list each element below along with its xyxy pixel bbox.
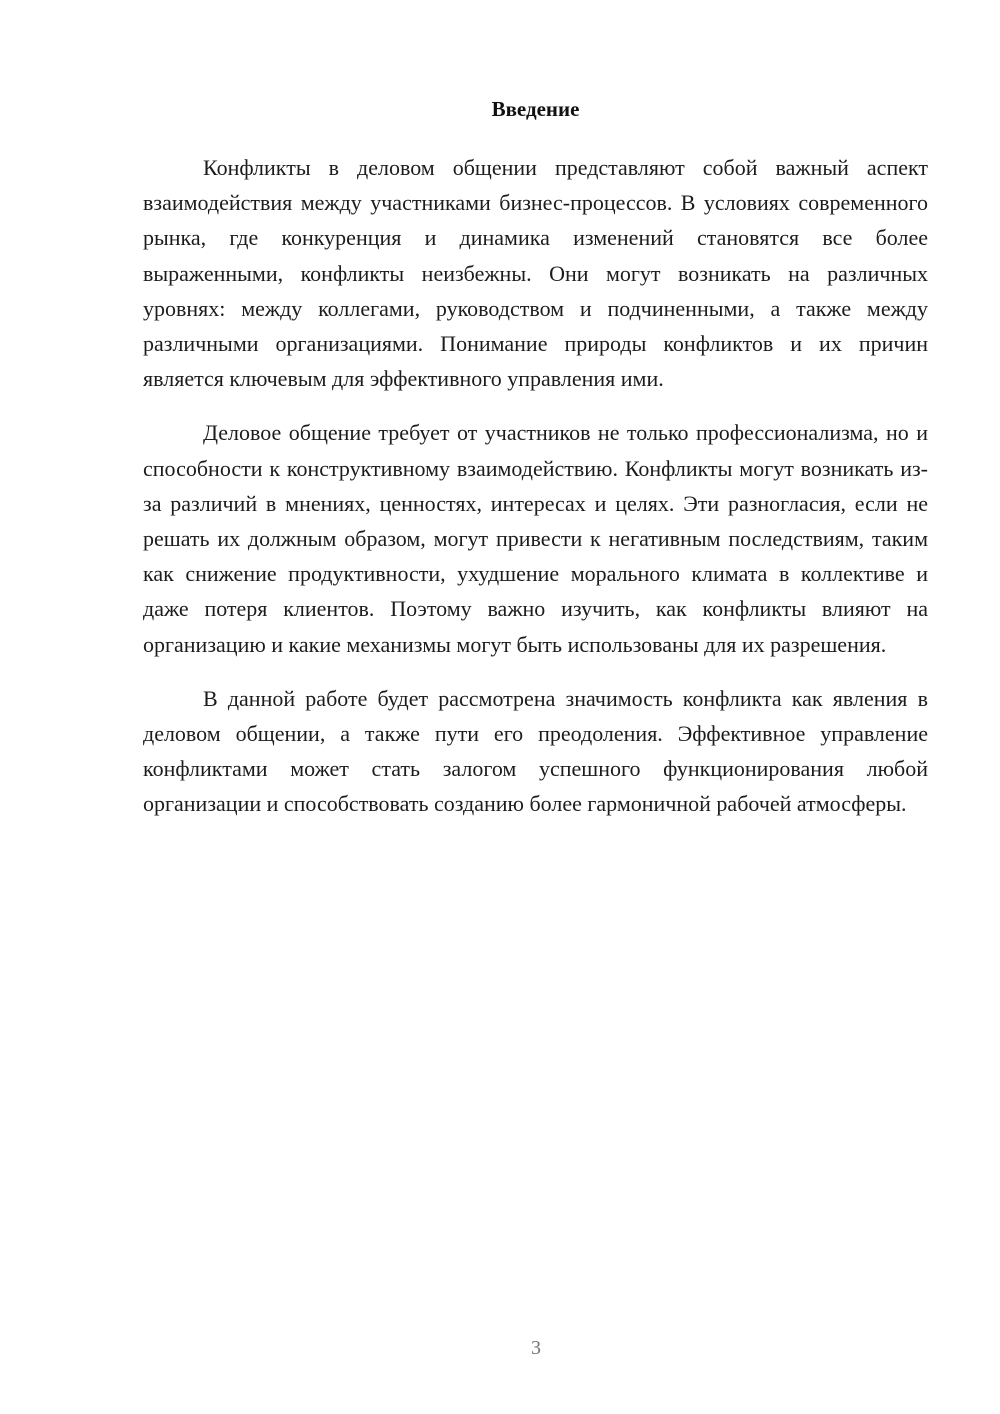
paragraph-2: Деловое общение требует от участников не только профессионализма, но и способности к конструктивному взаимодействию. Конфликты могут возникать из-за различий в мнениях, ценностях, интересах и целях. Эти разногласия, если не решать их должным образом, могут привести к негативным последствиям, таким как снижение продуктивности, ухудшение морального климата в коллективе и даже потеря клиентов. Поэтому важно изучить, как конфликты влияют на организацию и какие механизмы могут быть использованы для их разрешения. bbox=[143, 420, 928, 657]
paragraph-3: В данной работе будет рассмотрена значимость конфликта как явления в деловом общении, а также пути его преодоления. Эффективное управление конфликтами может стать залогом успешного функционирования любой организации и способствовать созданию более гармоничной рабочей атмосферы. bbox=[143, 685, 928, 817]
page-title: Введение bbox=[491, 97, 580, 121]
document-body bbox=[143, 94, 928, 841]
page-number: 3 bbox=[531, 1337, 541, 1359]
paragraph-1: Конфликты в деловом общении представляют собой важный аспект взаимодействия между участниками бизнес-процессов. В условиях современного рынка, где конкуренция и динамика изменений становятся все более выраженными, конфликты неизбежны. Они могут возникать на различных уровнях: между коллегами, руководством и подчиненными, а также между различными организациями. Понимание природы конфликтов и их причин является ключевым для эффективного управления ими. bbox=[143, 155, 928, 392]
